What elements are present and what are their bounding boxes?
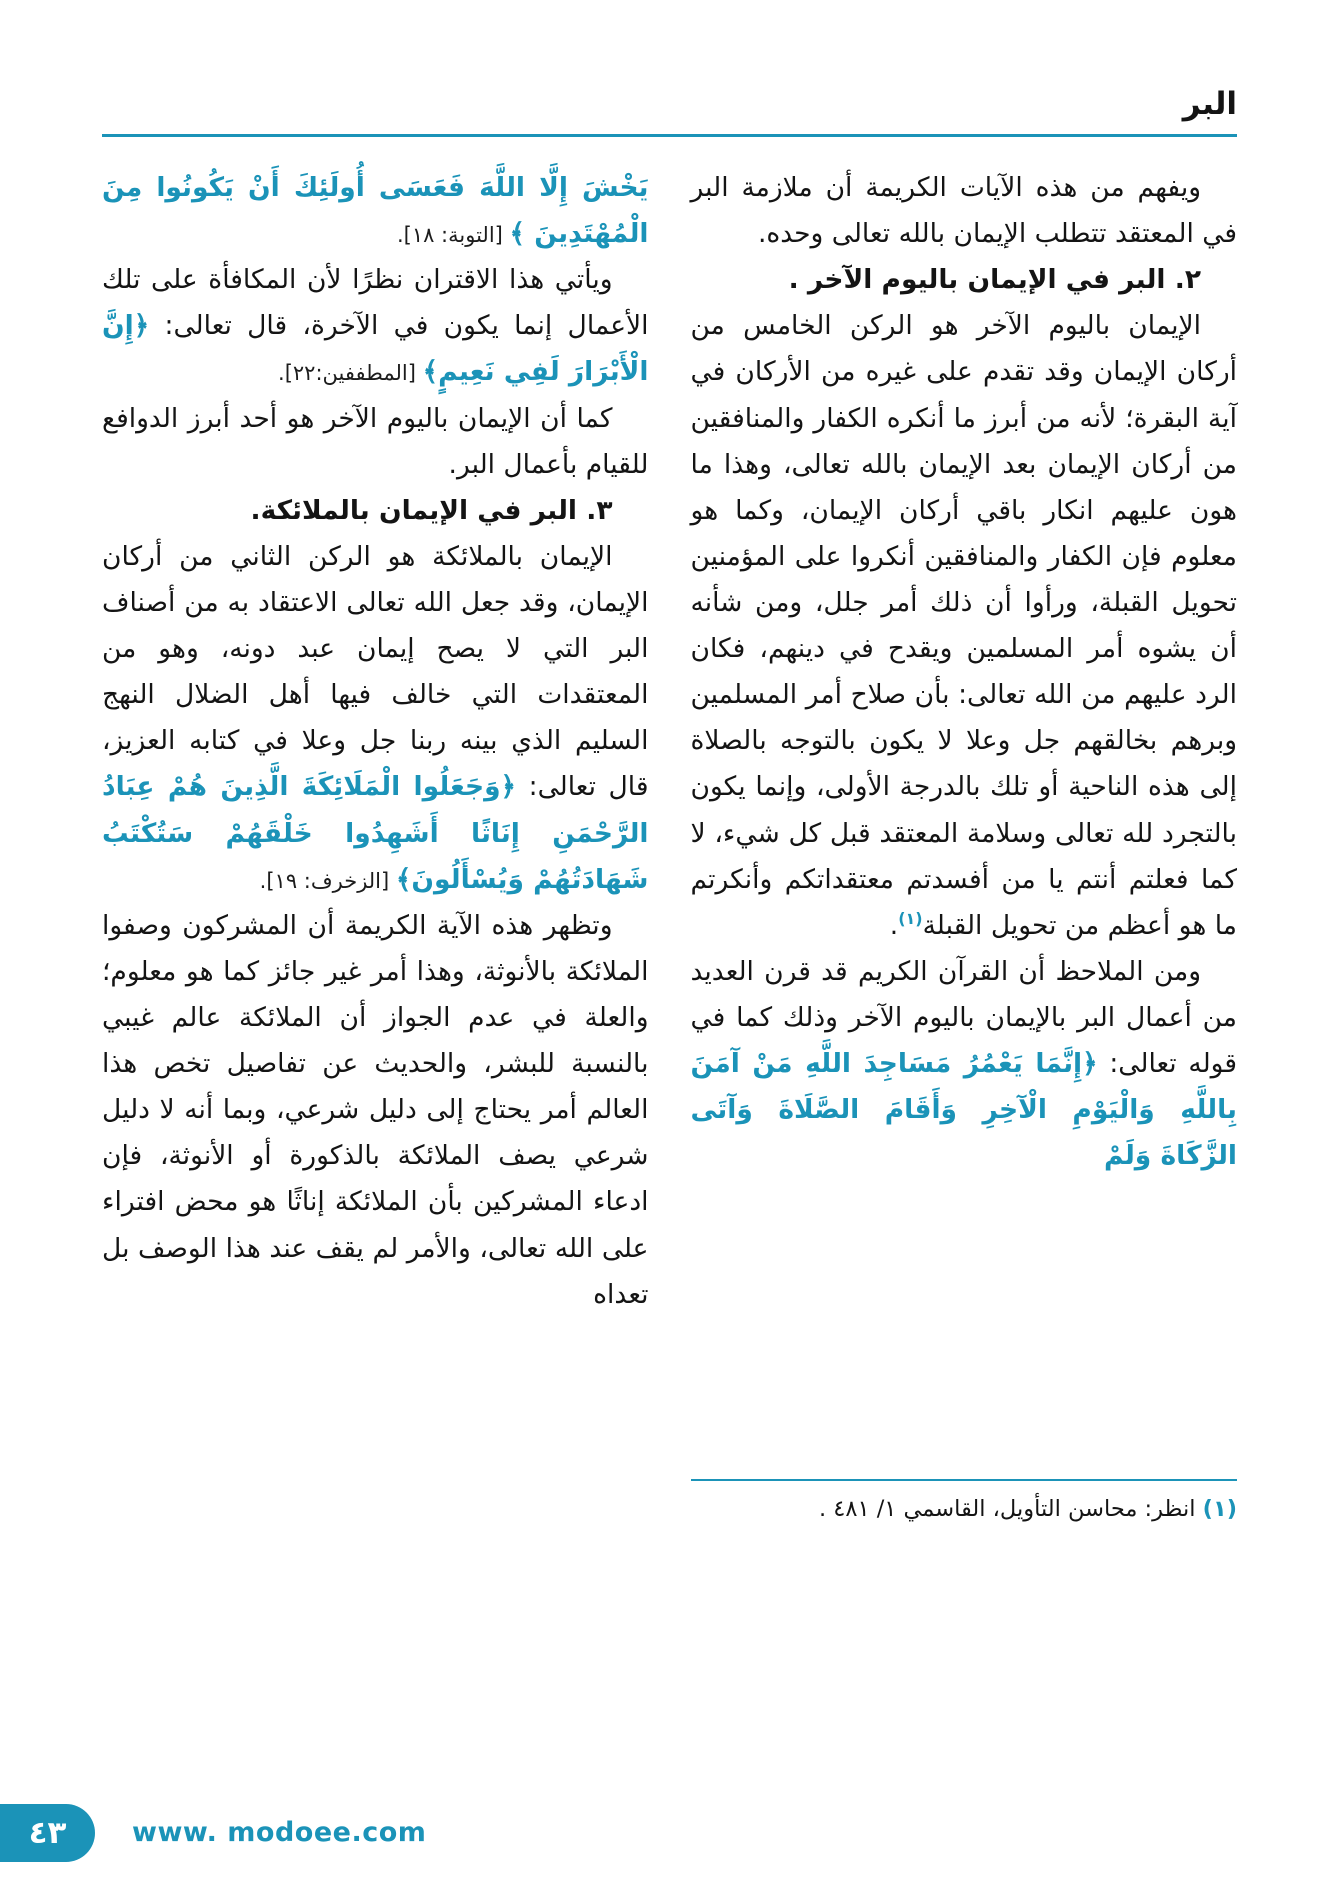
verse-reference: [الزخرف: ١٩]. <box>259 868 396 893</box>
footnote-body: انظر: محاسن التأويل، القاسمي ١/ ٤٨١ . <box>818 1496 1203 1523</box>
column-left-body <box>102 165 649 1318</box>
paragraph <box>691 303 1238 949</box>
body-text: . <box>889 909 899 941</box>
footnote-divider <box>691 1479 1238 1481</box>
verse-reference: [التوبة: ١٨]. <box>396 223 510 248</box>
body-text: وتظهر هذه الآية الكريمة أن المشركون وصفوا الملائكة بالأنوثة، وهذا أمر غير جائز كما هو معلوم؛ والعلة في عدم الجواز أن الملائكة عالم غيبي بالنسبة للبشر، والحديث عن تفاصيل تخص هذا العالم أمر يحتاج إلى دليل شرعي، وبما أنه لا دليل شرعي يصف الملائكة بالذكورة أو الأنوثة، فإن ادعاء المشركين بأن الملائكة إناثًا هو محض افتراء على الله تعالى، والأمر لم يقف عند هذا الوصف بل تعداه <box>102 909 649 1310</box>
page-header <box>0 0 1339 137</box>
page-number-badge: ٤٣ <box>0 1804 95 1862</box>
section-heading <box>102 488 649 534</box>
quran-verse: ﴿إِنَّ الْأَبْرَارَ لَفِي نَعِيمٍ﴾ <box>102 310 649 388</box>
paragraph <box>102 903 649 1318</box>
column-right <box>691 165 1238 1527</box>
quran-verse: ﴿وَجَعَلُوا الْمَلَائِكَةَ الَّذِينَ هُمْ عِبَادُ الرَّحْمَنِ إِنَاثًا أَشَهِدُوا خَلْقَهُمْ سَتُكْتَبُ شَهَادَتُهُمْ وَيُسْأَلُونَ﴾ <box>102 771 649 895</box>
quran-verse: يَخْشَ إِلَّا اللَّهَ فَعَسَى أُولَئِكَ أَنْ يَكُونُوا مِنَ الْمُهْتَدِينَ ﴾ <box>102 172 649 250</box>
body-text: كما أن الإيمان باليوم الآخر هو أحد أبرز الدوافع للقيام بأعمال البر. <box>102 402 649 480</box>
body-text: ويفهم من هذه الآيات الكريمة أن ملازمة البر في المعتقد تتطلب الإيمان بالله تعالى وحده. <box>690 172 1237 250</box>
section-heading <box>691 257 1238 303</box>
running-head-title: البر <box>1182 86 1237 122</box>
paragraph <box>691 949 1238 1180</box>
body-text: ومن الملاحظ أن القرآن الكريم قد قرن العديد من أعمال البر بالإيمان باليوم الآخر وذلك كما في قوله تعالى: <box>690 955 1238 1080</box>
footnote-marker: (١) <box>1202 1496 1237 1523</box>
body-text: ٢. البر في الإيمان باليوم الآخر . <box>788 264 1201 296</box>
footnote <box>691 1471 1238 1527</box>
paragraph <box>102 165 649 257</box>
body-text: ويأتي هذا الاقتران نظرًا لأن المكافأة على تلك الأعمال إنما يكون في الآخرة، قال تعالى: <box>102 264 649 342</box>
body-text: الإيمان بالملائكة هو الركن الثاني من أركان الإيمان، وقد جعل الله تعالى الاعتقاد به من أصناف البر التي لا يصح إيمان عبد دونه، وهو من المعتقدات التي خالف فيها أهل الضلال النهج السليم الذي بينه ربنا جل وعلا في كتابه العزيز، قال تعالى: <box>102 540 649 803</box>
website-url: www. modoee.com <box>132 1817 427 1848</box>
verse-reference: [المطففين:٢٢]. <box>278 361 423 386</box>
footnote-text <box>691 1493 1238 1527</box>
column-left <box>102 165 649 1527</box>
body-text: ٣. البر في الإيمان بالملائكة. <box>250 494 613 526</box>
column-right-body <box>691 165 1238 1179</box>
paragraph <box>691 165 1238 257</box>
paragraph <box>102 396 649 488</box>
paragraph <box>102 534 649 903</box>
paragraph <box>102 257 649 395</box>
text-columns <box>0 137 1339 1527</box>
body-text: الإيمان باليوم الآخر هو الركن الخامس من أركان الإيمان وقد تقدم على غيره من الأركان في آية البقرة؛ لأنه من أبرز ما أنكره الكفار والمنافقين من أركان الإيمان بعد الإيمان بالله تعالى، وهذا ما هون عليهم انكار باقي أركان الإيمان، وكما هو معلوم فإن الكفار والمنافقين أنكروا على المؤمنين تحويل القبلة، ورأوا أن ذلك أمر جلل، ومن شأنه أن يشوه أمر المسلمين ويقدح في دينهم، فكان الرد عليهم من الله تعالى: بأن صلاح أمر المسلمين وبرهم بخالقهم جل وعلا لا يكون بالتوجه بالصلاة إلى هذه الناحية أو تلك بالدرجة الأولى، وإنما يكون بالتجرد لله تعالى وسلامة المعتقد قبل كل شيء، لا كما فعلتم أنتم يا من أفسدتم معتقداتكم وأنكرتم ما هو أعظم من تحويل القبلة <box>690 310 1237 941</box>
quran-verse: ﴿إِنَّمَا يَعْمُرُ مَسَاجِدَ اللَّهِ مَنْ آمَنَ بِاللَّهِ وَالْيَوْمِ الْآخِرِ وَأَقَامَ الصَّلَاةَ وَآتَى الزَّكَاةَ وَلَمْ <box>690 1048 1237 1172</box>
footnote-ref-marker: (١) <box>898 908 923 928</box>
